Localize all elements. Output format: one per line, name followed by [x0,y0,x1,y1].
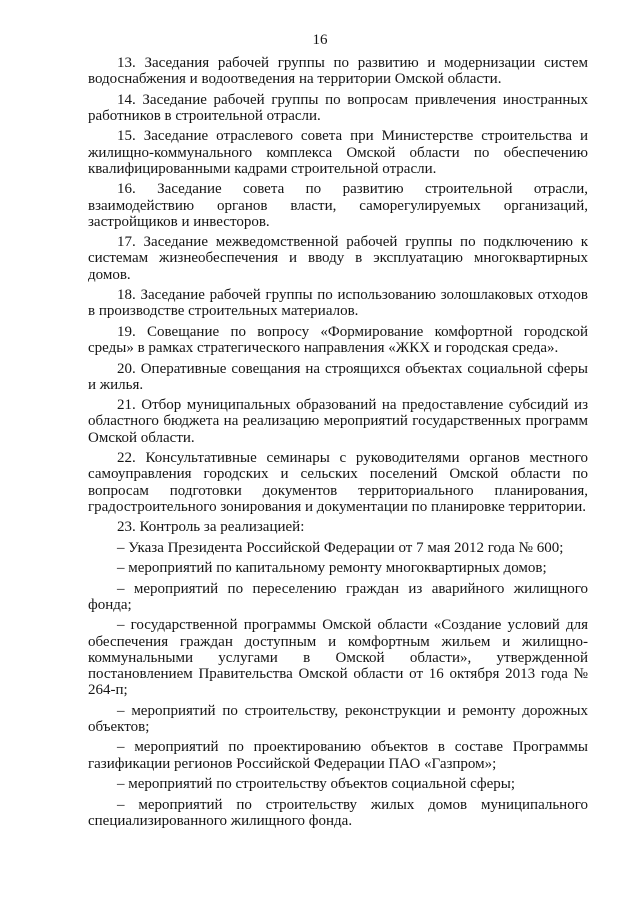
sub-list-item: – государственной программы Омской области «Создание условий для обеспечения граждан доступным и комфортным жильем и жилищно-коммунальными услугами в Омской области», утвержденной постановлением Правительства Омской области от 16 октября 2013 года № 264-п; [88,617,588,699]
sub-list-item: – мероприятий по строительству, реконструкции и ремонту дорожных объектов; [88,702,588,735]
list-item: 15. Заседание отраслевого совета при Министерстве строительства и жилищно-коммунального комплекса Омской области по обеспечению квалифицированными кадрами строительной отрасли. [88,128,588,177]
document-body [88,55,588,833]
page-number: 16 [312,32,328,48]
sub-list-item: – мероприятий по переселению граждан из аварийного жилищного фонда; [88,580,588,613]
sub-list-item: – Указа Президента Российской Федерации от 7 мая 2012 года № 600; [117,539,564,556]
list-item: 17. Заседание межведомственной рабочей группы по подключению к системам жизнеобеспечения и вводу в эксплуатацию многоквартирных домов. [88,234,588,283]
sub-list-item: – мероприятий по строительству объектов социальной сферы; [117,776,516,793]
list-item: 19. Совещание по вопросу «Формирование комфортной городской среды» в рамках стратегического направления «ЖКХ и городская среда». [88,323,588,357]
list-item: 20. Оперативные совещания на строящихся объектах социальной сферы и жилья. [88,360,588,393]
list-item: 16. Заседание совета по развитию строительной отрасли, взаимодействию органов власти, саморегулируемых организаций, застройщиков и инвесторов. [88,181,588,230]
list-item: 18. Заседание рабочей группы по использованию золошлаковых отходов в производстве строительных материалов. [88,287,588,320]
list-item: 22. Консультативные семинары с руководителями органов местного самоуправления городских и сельских поселений Омской области по вопросам подготовки документов территориального планирования, градостроительного зонирования и документации по планировке территории. [88,450,588,515]
sub-list-item: – мероприятий по строительству жилых домов муниципального специализированного жилищного фонда. [88,796,588,829]
sub-list-item: – мероприятий по проектированию объектов в составе Программы газификации регионов Российской Федерации ПАО «Газпром»; [88,739,588,772]
list-item: 23. Контроль за реализацией: [117,519,305,536]
list-item: 21. Отбор муниципальных образований на предоставление субсидий из областного бюджета на реализацию мероприятий государственных программ Омской области. [88,397,588,446]
list-item: 14. Заседание рабочей группы по вопросам привлечения иностранных работников в строительной отрасли. [88,91,588,124]
sub-list-item: – мероприятий по капитальному ремонту многоквартирных домов; [117,560,547,577]
list-item: 13. Заседания рабочей группы по развитию и модернизации систем водоснабжения и водоотведения на территории Омской области. [88,55,588,88]
